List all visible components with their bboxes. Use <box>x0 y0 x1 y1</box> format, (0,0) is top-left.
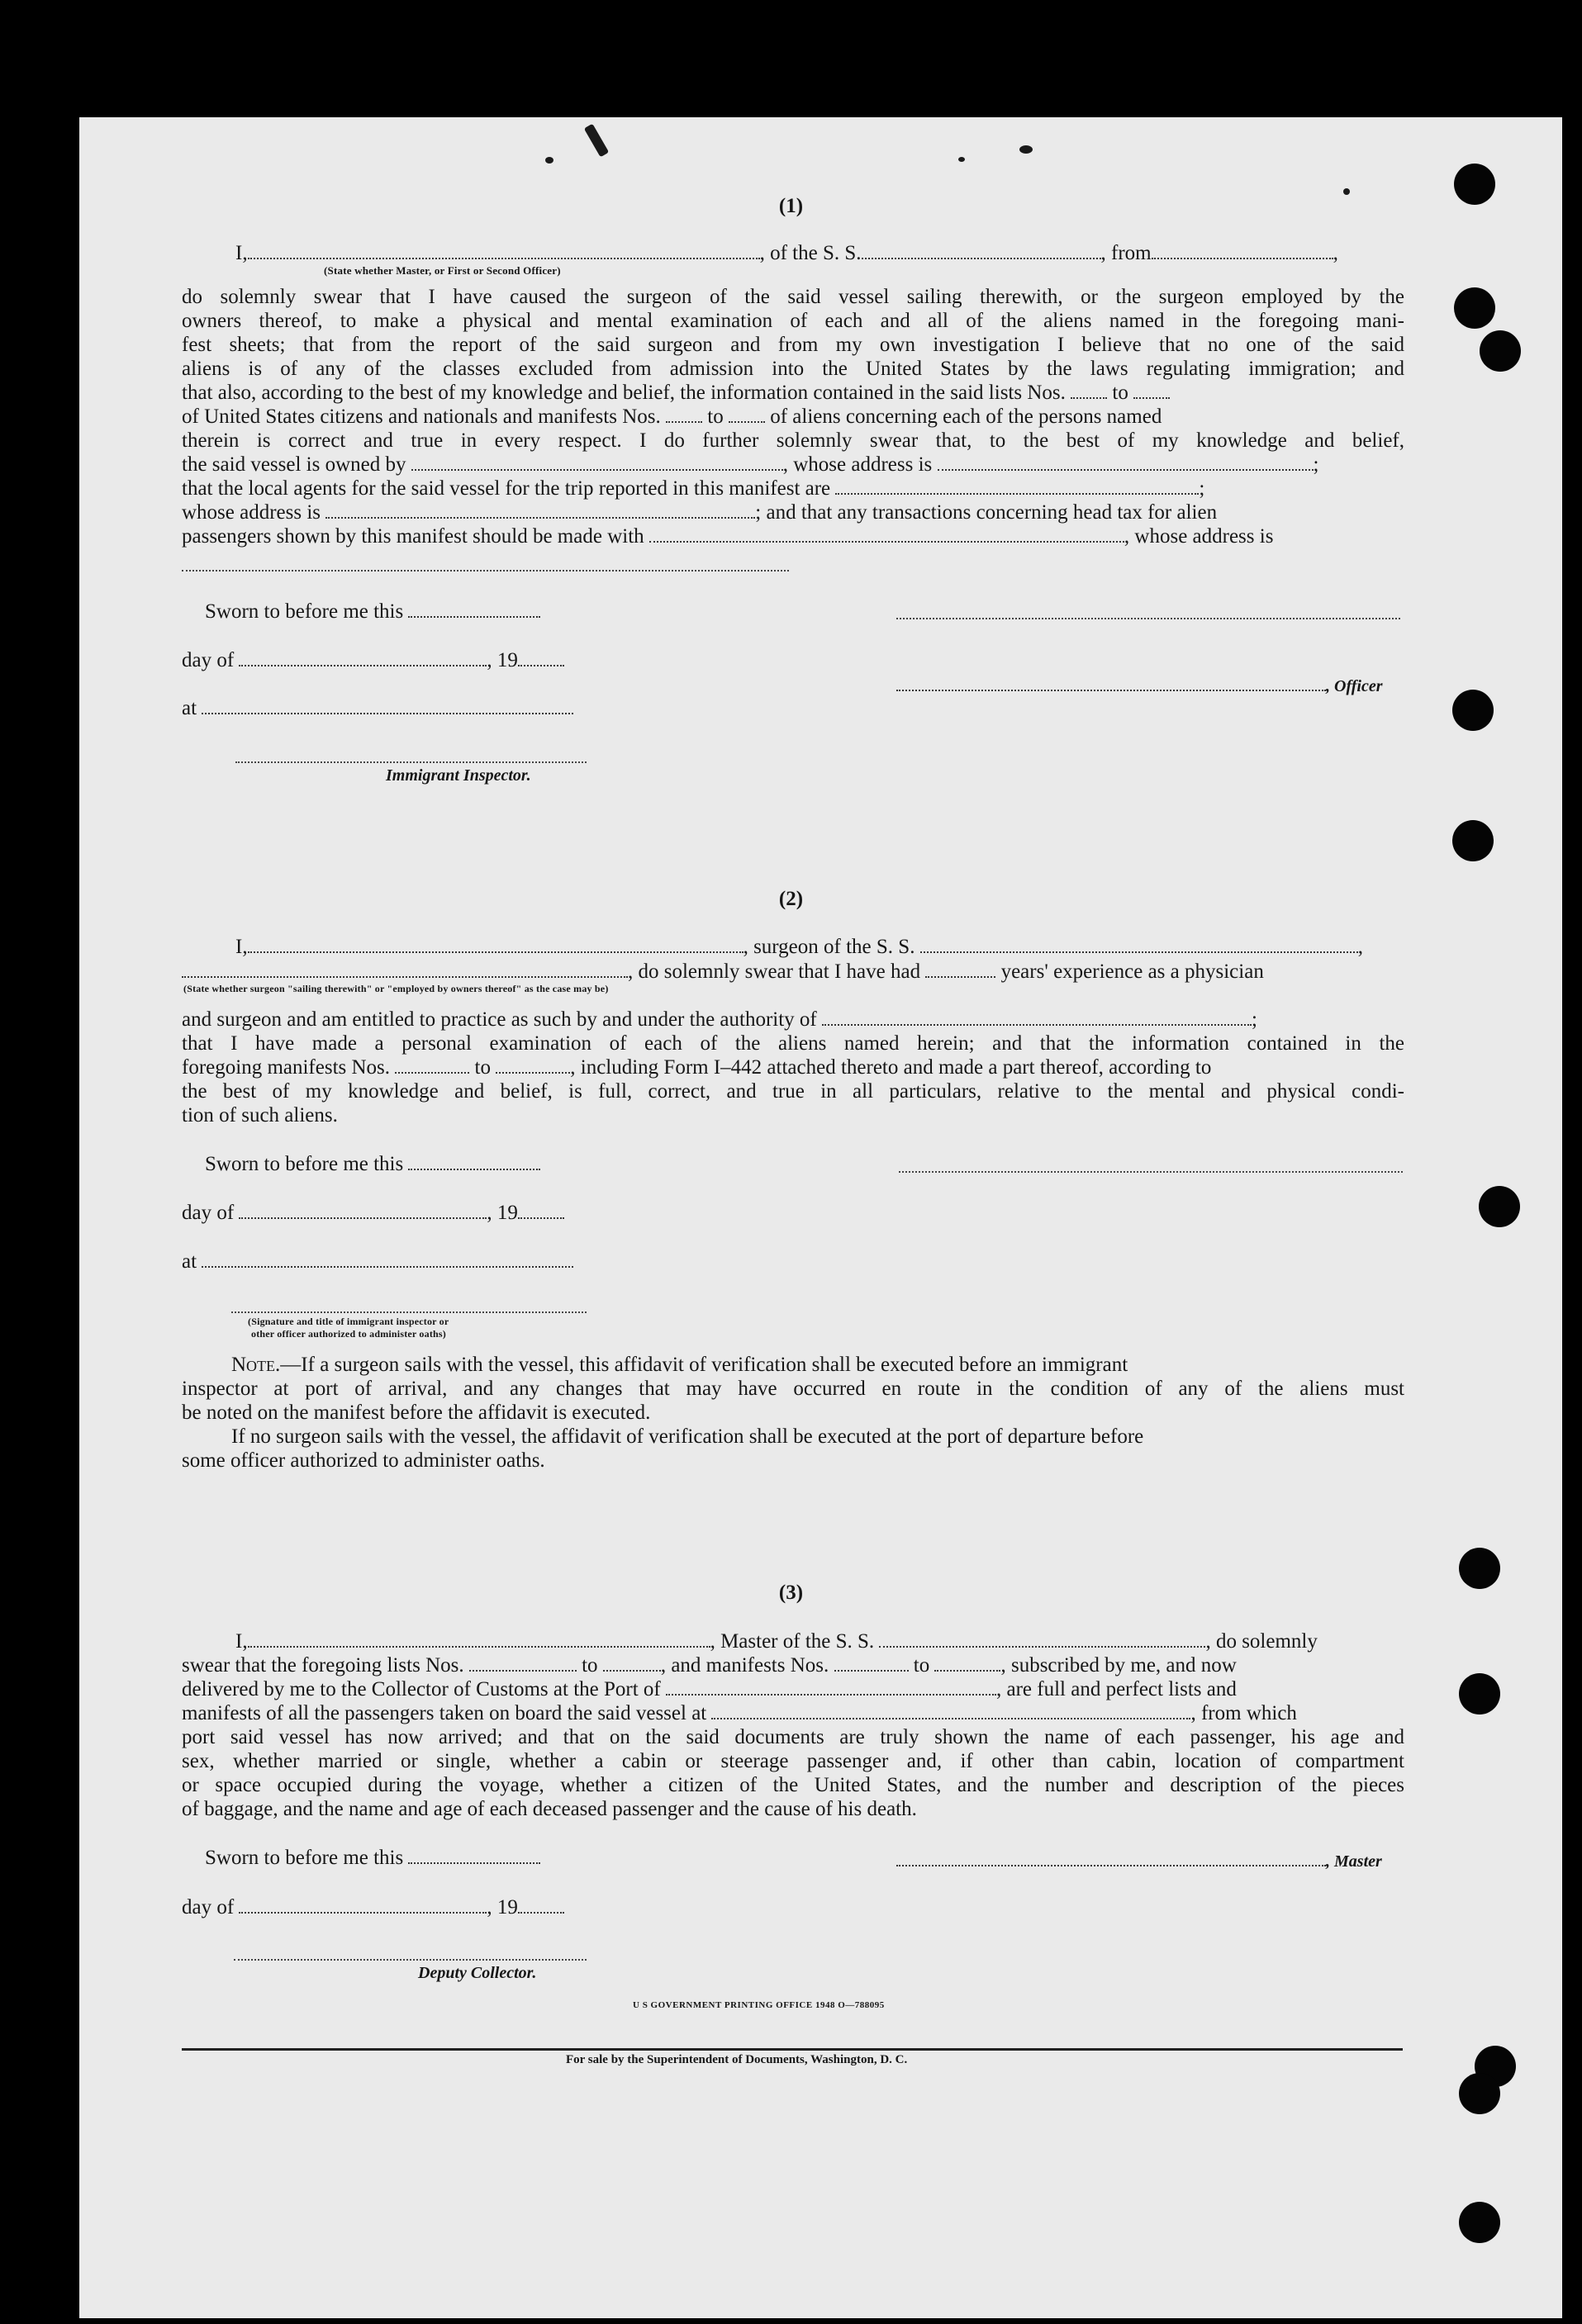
oath-text: whose address is ; and that any transactions concerning head tax for alien <box>182 501 1218 524</box>
oath-text: port said vessel has now arrived; and that on the said documents are truly shown the name of each passenger, his age and <box>182 1726 1404 1748</box>
signature-line <box>234 1959 587 1961</box>
oath-line-1: I, , surgeon of the S. S. , <box>235 936 1363 958</box>
punch-hole <box>1452 690 1494 731</box>
blank-line <box>182 570 789 572</box>
oath-text: of United States citizens and nationals and manifests Nos. to of aliens concerning each of the persons named <box>182 406 1162 428</box>
oath-text: sex, whether married or single, whether a cabin or steerage passenger and, if other than cabin, location of compartment <box>182 1750 1404 1772</box>
oath-text: passengers shown by this manifest should be made with , whose address is <box>182 525 1274 548</box>
sale-notice: For sale by the Superintendent of Documents, Washington, D. C. <box>566 2053 908 2066</box>
oath-text: aliens is of any of the classes excluded from admission into the United States by the laws regulating immigration; and <box>182 358 1404 380</box>
note-text: some officer authorized to administer oaths. <box>182 1449 545 1472</box>
section-number: (1) <box>778 195 804 217</box>
punch-hole <box>1479 1186 1520 1227</box>
oath-text: and surgeon and am entitled to practice as such by and under the authority of ; <box>182 1008 1257 1031</box>
note-text: If no surgeon sails with the vessel, the affidavit of verification shall be executed at the port of departure before <box>231 1425 1144 1448</box>
speck <box>1343 188 1350 195</box>
note-text: inspector at port of arrival, and any changes that may have occurred en route in the condition of any of the aliens must <box>182 1378 1404 1400</box>
sworn-line: Sworn to before me this <box>205 600 618 624</box>
note-text: Note.—If a surgeon sails with the vessel, this affidavit of verification shall be executed before an immigrant <box>231 1354 1128 1376</box>
officer-line: , Officer <box>896 673 1404 700</box>
punch-hole <box>1454 287 1495 329</box>
day-line: day of , 19 <box>182 1201 611 1226</box>
section-number: (3) <box>778 1582 804 1604</box>
oath-line-1: I, , of the S. S. , from , <box>235 242 1338 264</box>
collector-title: Deputy Collector. <box>418 1964 537 1982</box>
at-line: at <box>182 1250 611 1274</box>
punch-hole <box>1452 820 1494 861</box>
oath-text: owners thereof, to make a physical and mental examination of each and all of the aliens named in the foregoing mani- <box>182 310 1404 332</box>
at-line: at <box>182 696 611 721</box>
oath-line-1: I, , Master of the S. S. , do solemnly <box>235 1630 1318 1653</box>
footer-rule <box>182 2048 1403 2051</box>
sworn-line: Sworn to before me this <box>205 1152 618 1177</box>
oath-text: that also, according to the best of my knowledge and belief, the information contained in the said lists Nos. to <box>182 381 1404 406</box>
oath-text: therein is correct and true in every respect. I do further solemnly swear that, to the best of my knowledge and belief, <box>182 429 1404 452</box>
signature-hint: (Signature and title of immigrant inspector or <box>248 1316 449 1327</box>
sworn-line: Sworn to before me this <box>205 1846 618 1871</box>
oath-text: or space occupied during the voyage, whether a citizen of the United States, and the number and description of the pieces <box>182 1774 1404 1796</box>
oath-text: tion of such aliens. <box>182 1104 338 1126</box>
oath-line-2: , do solemnly swear that I have had years' experience as a physician <box>182 960 1404 984</box>
punch-hole <box>1459 2073 1500 2114</box>
oath-text: manifests of all the passengers taken on board the said vessel at , from which <box>182 1702 1297 1724</box>
speck <box>1019 145 1033 154</box>
speck <box>958 157 965 162</box>
signature-hint: other officer authorized to administer oaths) <box>251 1328 446 1340</box>
signature-line <box>235 761 587 763</box>
section-number: (2) <box>778 888 804 910</box>
oath-text: that the local agents for the said vessel for the trip reported in this manifest are ; <box>182 477 1205 500</box>
inspector-title: Immigrant Inspector. <box>386 766 531 785</box>
oath-text: the said vessel is owned by , whose address is ; <box>182 453 1319 476</box>
field-hint: (State whether surgeon "sailing therewith" or "employed by owners thereof" as the case may be) <box>183 983 609 994</box>
punch-hole <box>1459 2202 1500 2243</box>
day-line: day of , 19 <box>182 1895 611 1920</box>
speck <box>545 157 553 164</box>
day-line: day of , 19 <box>182 648 611 673</box>
oath-text: foregoing manifests Nos. to , including Form I–442 attached thereto and made a part thereof, according to <box>182 1056 1212 1079</box>
printer-imprint: U S GOVERNMENT PRINTING OFFICE 1948 O—788095 <box>633 2000 885 2010</box>
note-text: be noted on the manifest before the affidavit is executed. <box>182 1402 651 1424</box>
master-line: , Master <box>896 1848 1404 1875</box>
oath-text: swear that the foregoing lists Nos. to , and manifests Nos. to , subscribed by me, and now <box>182 1654 1237 1677</box>
punch-hole <box>1480 330 1521 372</box>
oath-text: fest sheets; that from the report of the said surgeon and from my own investigation I believe that no one of the said <box>182 334 1404 356</box>
signature-line <box>231 1311 587 1313</box>
oath-text: of baggage, and the name and age of each deceased passenger and the cause of his death. <box>182 1798 917 1820</box>
oath-text: that I have made a personal examination of each of the aliens named herein; and that the information contained in the <box>182 1032 1404 1055</box>
punch-hole <box>1459 1673 1500 1715</box>
signature-line <box>899 1171 1403 1173</box>
oath-text: delivered by me to the Collector of Customs at the Port of , are full and perfect lists and <box>182 1678 1237 1700</box>
signature-line <box>896 618 1400 619</box>
field-hint: (State whether Master, or First or Second Officer) <box>324 264 561 277</box>
oath-text: the best of my knowledge and belief, is full, correct, and true in all particulars, relative to the mental and physical condi- <box>182 1080 1404 1103</box>
oath-text: do solemnly swear that I have caused the surgeon of the said vessel sailing therewith, or the surgeon employed by the <box>182 286 1404 308</box>
